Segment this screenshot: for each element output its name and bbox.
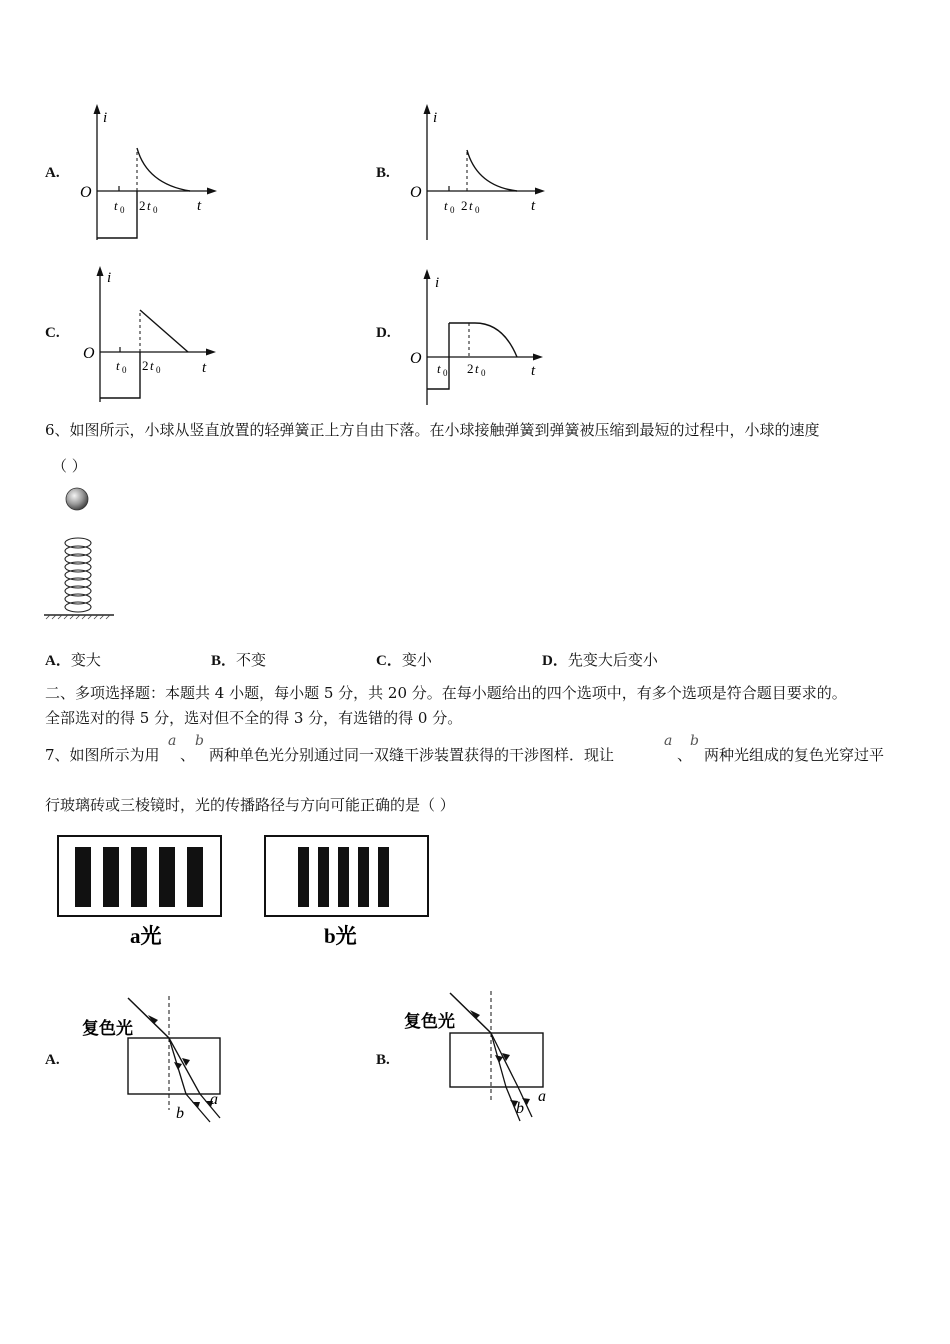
q6-choice-c-text: 变小	[401, 651, 432, 669]
svg-text:t: t	[475, 361, 479, 376]
svg-text:t: t	[531, 198, 536, 214]
svg-text:i: i	[433, 110, 438, 126]
svg-text:0: 0	[120, 205, 125, 215]
spring	[65, 538, 91, 612]
composite-light-label-a: 复色光	[82, 1019, 133, 1038]
graph-d	[405, 265, 555, 410]
q6-choice-a-text: 变大	[70, 651, 101, 669]
ray-b-label-b: b	[516, 1100, 524, 1117]
ray-b-label-a: b	[176, 1105, 184, 1122]
origin-label: O	[80, 184, 92, 201]
axis-t-label: t	[197, 198, 202, 214]
option-a-label[interactable]: A.	[45, 165, 60, 181]
option-d-label[interactable]: D.	[376, 325, 391, 341]
q7-stem-line2: 行玻璃砖或三棱镜时，光的传播路径与方向可能正确的是（ ）	[45, 796, 455, 814]
q6-choice-c[interactable]	[376, 649, 432, 670]
q6-choice-b-text: 不变	[236, 651, 267, 669]
svg-text:t: t	[469, 198, 473, 213]
svg-text:0: 0	[475, 205, 480, 215]
interference-pattern-a	[55, 833, 227, 951]
q6-choice-b-label: B．	[211, 653, 237, 669]
ray-a-label-b: a	[538, 1088, 546, 1105]
svg-text:2: 2	[467, 361, 474, 376]
q7-option-a-label[interactable]: A.	[45, 1052, 60, 1068]
svg-text:t: t	[437, 361, 441, 376]
svg-text:t: t	[147, 198, 151, 213]
q6-answer-paren: （ ）	[52, 457, 87, 475]
q6-choice-c-label: C．	[376, 653, 402, 669]
svg-text:t: t	[202, 360, 207, 376]
q6-choice-d[interactable]	[542, 649, 658, 670]
svg-text:O: O	[83, 345, 95, 362]
svg-text:0: 0	[443, 368, 448, 378]
q6-choice-b[interactable]	[211, 649, 266, 670]
q6-choice-a-label: A．	[45, 653, 71, 669]
q7-var-a-1: a	[168, 733, 177, 749]
ray-a-label-a: a	[210, 1091, 218, 1108]
q6-choice-a[interactable]	[45, 649, 101, 670]
q7-stem-part3: 两种光组成的复色光穿过平	[704, 746, 885, 764]
svg-text:0: 0	[153, 205, 158, 215]
q7-option-b-label[interactable]: B.	[376, 1052, 390, 1068]
ball	[66, 488, 88, 510]
q7-option-b-figure	[400, 985, 555, 1125]
svg-text:t: t	[444, 198, 448, 213]
graph-c	[78, 262, 228, 407]
option-c-label[interactable]: C.	[45, 325, 60, 341]
option-b-label[interactable]: B.	[376, 165, 390, 181]
graph-a	[75, 100, 225, 245]
svg-text:i: i	[435, 275, 440, 291]
q6-choice-d-label: D．	[542, 653, 568, 669]
interference-pattern-b	[262, 833, 434, 951]
svg-text:0: 0	[156, 365, 161, 375]
svg-text:i: i	[107, 270, 112, 286]
q7-stem-part1: 7、如图所示为用	[45, 746, 160, 764]
svg-text:2: 2	[461, 198, 468, 213]
section2-heading-line1: 二、多项选择题：本题共 4 小题，每小题 5 分，共 20 分。在每小题给出的四个选项中，有多个选项是符合题目要求的。	[45, 684, 847, 702]
q6-stem: 6、如图所示，小球从竖直放置的轻弹簧正上方自由下落。在小球接触弹簧到弹簧被压缩到最短的过程中，小球的速度	[45, 421, 820, 439]
svg-text:0: 0	[481, 368, 486, 378]
q7-stem-part2: 两种单色光分别通过同一双缝干涉装置获得的干涉图样．现让	[209, 746, 615, 764]
axis-i-label: i	[103, 110, 108, 126]
q7-var-b-1: b	[195, 733, 204, 749]
composite-light-label-b: 复色光	[404, 1012, 455, 1031]
fig-b-caption: b光	[324, 924, 357, 948]
svg-text:t: t	[150, 358, 154, 373]
svg-text:O: O	[410, 350, 422, 367]
svg-text:0: 0	[450, 205, 455, 215]
section2-heading-line2: 全部选对的得 5 分，选对但不全的得 3 分，有选错的得 0 分。	[45, 709, 463, 727]
q7-option-a-figure	[78, 990, 228, 1130]
q6-choice-d-text: 先变大后变小	[567, 651, 658, 669]
svg-text:0: 0	[122, 365, 127, 375]
q7-var-b-2: b	[690, 733, 699, 749]
t0-label: t	[114, 198, 118, 213]
svg-text:O: O	[410, 184, 422, 201]
svg-text:2: 2	[139, 198, 146, 213]
q7-sep-2: 、	[677, 746, 693, 764]
ball-spring-figure	[40, 485, 130, 625]
graph-b	[405, 100, 555, 245]
q7-var-a-2: a	[664, 733, 673, 749]
svg-text:t: t	[116, 358, 120, 373]
fig-a-caption: a光	[130, 924, 162, 948]
svg-text:2: 2	[142, 358, 149, 373]
q7-sep-1: 、	[180, 746, 196, 764]
svg-text:t: t	[531, 363, 536, 379]
